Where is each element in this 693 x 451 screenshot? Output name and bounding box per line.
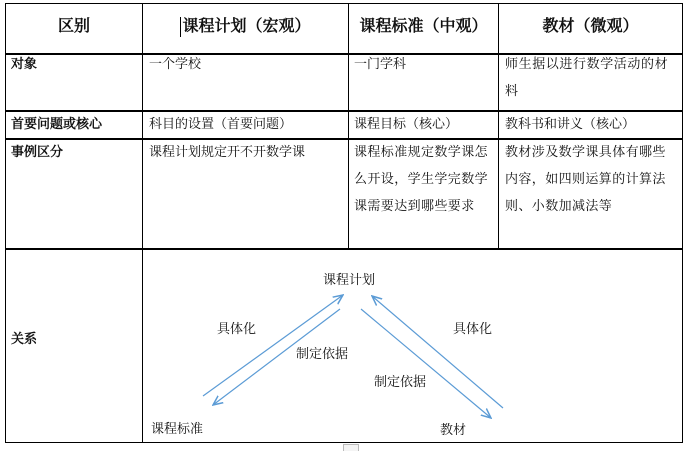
row-label-example: 事例区分 — [11, 145, 64, 160]
row-label-object: 对象 — [11, 57, 38, 72]
node-curriculum-standard: 课程标准 — [151, 422, 204, 437]
cell-example-textbook: 教材涉及数学课具体有哪些内容，如四则运算的计算法则、小数加减法等 — [505, 145, 666, 214]
label-left-concretize: 具体化 — [217, 322, 257, 337]
row-label-relation: 关系 — [11, 332, 38, 347]
header-cell-standard: 课程标准（中观） — [359, 16, 488, 35]
cell-object-textbook: 师生据以进行数学活动的材料 — [505, 57, 669, 99]
cell-example-standard: 课程标准规定数学课怎么开设，学生学完数学课需要达到哪些要求 — [354, 145, 489, 214]
header-cell-diff: 区别 — [57, 16, 90, 35]
node-textbook: 教材 — [440, 423, 467, 438]
cell-object-plan: 一个学校 — [149, 57, 202, 72]
cell-core-plan: 科目的设置（首要问题） — [149, 117, 293, 132]
label-right-basis: 制定依据 — [374, 375, 427, 390]
cell-object-standard: 一门学科 — [354, 57, 407, 72]
arrow-plan-to-textbook — [361, 309, 491, 418]
header-cell-textbook: 教材（微观） — [542, 16, 639, 35]
node-curriculum-plan: 课程计划 — [323, 273, 376, 288]
cell-core-standard: 课程目标（核心） — [354, 117, 459, 132]
arrow-plan-to-standard — [213, 309, 340, 405]
cell-example-plan: 课程计划规定开不开数学课 — [149, 145, 306, 160]
label-left-basis: 制定依据 — [296, 347, 349, 362]
arrow-textbook-to-plan — [372, 296, 503, 408]
cell-core-textbook: 教科书和讲义（核心） — [505, 117, 636, 132]
arrow-standard-to-plan — [203, 295, 343, 396]
label-right-concretize: 具体化 — [453, 322, 493, 337]
row-label-core: 首要问题或核心 — [11, 117, 103, 132]
header-cell-plan-label: 课程计划（宏观） — [182, 16, 311, 35]
